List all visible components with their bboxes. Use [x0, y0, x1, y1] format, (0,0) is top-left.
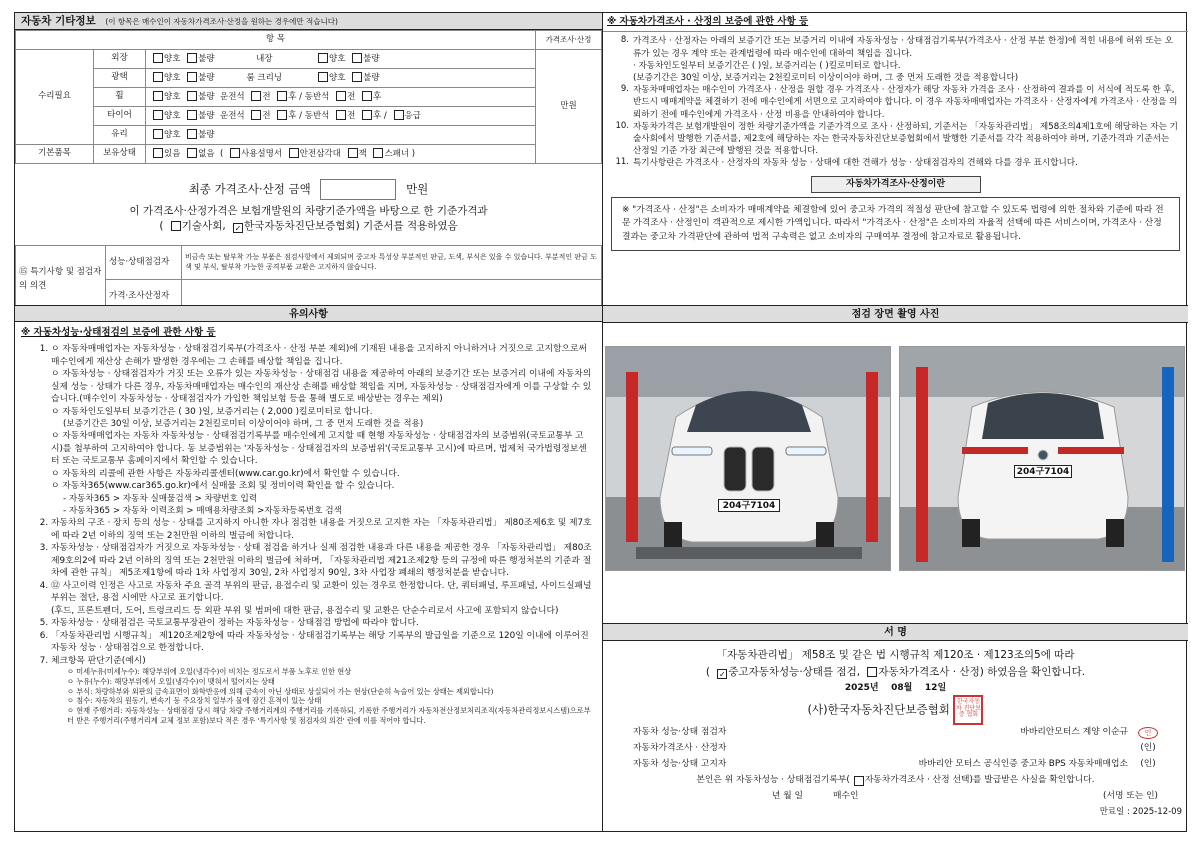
col-item-header: 항 목	[16, 31, 536, 50]
row-tire-label: 타이어	[94, 107, 146, 126]
note-item: 2. 자동차의 구조 · 장치 등의 성능 · 상태를 고지하지 아니한 자나 점검한 내용을 거짓으로 고지한 자는 「자동차관리법」 제80조제6호 및 제7호에 따라 2년 이하의 징역 또는 2천만원 이하의 벌금에 처합니다.	[51, 517, 594, 542]
pg-item: · 자동차인도일부터 보증기간은 ( )일, 보증거리는 ( )킬로미터로 합니다.	[633, 60, 901, 71]
inspection-record-page	[14, 12, 1187, 832]
left-column	[15, 13, 603, 831]
association-seal: 한국자동차 진단보증 협회	[953, 695, 983, 725]
final-price-input[interactable]	[320, 179, 396, 200]
checkbox[interactable]	[362, 91, 372, 101]
definition-block	[603, 176, 1188, 251]
row-tire: 양호 불량 운전석 전 후 / 동반석 전 후 / 응급	[146, 107, 536, 126]
pg-item: 9. 자동차매매업자는 매수인이 가격조사 · 산정을 원할 경우 가격조사 · 산정자가 해당 자동차 가격을 조사 · 산정하여 결과를 이 서식에 적도록 한 후, 반드시 매매계약을 체결하기 전에 매수인에게 서면으로 고지하여야 합니다. 이 경우 자동차매매업자는 가격조사 · 산정자에게 가격조사 · 산정을 의뢰하기 전에 매수인에게 가격조사 · 산정 비용을 안내하여야 합니다.	[620, 84, 1178, 120]
other-info-title: 자동차 기타정보	[21, 15, 96, 27]
checkbox[interactable]	[289, 148, 299, 158]
other-info-header	[15, 13, 602, 30]
special-inspector-label: 성능·상태점검자	[106, 246, 182, 280]
col-price-header: 가격조사·산정	[536, 31, 602, 50]
note-item: 6. 「자동차관리법 시행규칙」 제120조제2항에 따라 자동차성능 · 상태점검기록부는 해당 기록부의 발급일을 기준으로 120일 이내에 이루어진 자동차 성능 · 상태점검으로 한정합니다.	[51, 630, 594, 655]
notes-body	[15, 323, 602, 725]
pg-item: 10. 자동차가격은 보험개발원이 정한 차량기준가액을 기준가격으로 조사 · 산정하되, 기준서는 「자동차관리법」 제58조의4제1호에 해당하는 자는 기술사회에서 발행한 기준서를, 제2호에 해당하는 자는 한국자동차진단보증협회에서 발행한 기준서를 각각 적용하여야 하며, 기준가격과 기준서는 산정일 기준 가장 최근에 발행된 것을 적용합니다.	[615, 120, 1178, 157]
checkbox[interactable]	[153, 110, 163, 120]
notes-title: ※ 자동차성능·상태점검의 보증에 관한 사항 등	[21, 327, 216, 338]
notes-list	[15, 343, 602, 725]
checkbox[interactable]	[318, 72, 328, 82]
checkbox[interactable]	[277, 91, 287, 101]
signature-section	[603, 623, 1188, 833]
rear-car-illustration	[900, 347, 1185, 571]
row-gloss-label: 광택	[94, 69, 146, 88]
checkbox[interactable]	[867, 667, 877, 677]
checkbox[interactable]	[230, 148, 240, 158]
note-item: 1. ㅇ 자동차매매업자는 자동차성능 · 상태점검기록부(가격조사 · 산정 부분 제외)에 기재된 내용을 고지하지 아니하거나 거짓으로 고지함으로써 매수인에게 재산상 손해가 발생한 경우에는 그 손해를 배상할 책임을 집니다. ㅇ 자동차성능 · 상태점검자가 거짓 또는 오류가 있는 자동차성능 · 상태점검 내용을 제공하여 아래의 보증기간 또는 보증거리 이내에 자동차의 실제 성능 · 상태가 다른 경우, 자동차매매업자는 매수인의 재산상 손해를 배상할 책임을 지며, 자동차성능 · 상태점검자에게 이를 구상할 수 있습니다.(매수인이 자동차성능 · 상태점검자가 가입한 책임보험 등을 통해 별도로 배상받는 경우는 제외) ㅇ 자동차인도일부터 보증기간은 ( 30 )일, 보증거리는 ( 2,000 )킬로미터로 합니다. (보증기간은 30일 이상, 보증거리는 2천킬로미터 이상이어야 하며, 그 중 먼저 도래한 것을 적용) ㅇ 자동차매매업자는 자동차 자동차성능 · 상태점검기록부를 매수인에게 고지할 때 현행 자동차성능 · 상태점검자의 보증범위(국토교통부 고시)를 첨부하여 고지하여야 합니다. 동 보증범위는 '자동차성능 · 상태점검자의 보증범위'(국토교통부 고시)에 따르며, 법제처 국가법령정보센터 또는 국토교통부 홈페이지에서 확인할 수 있습니다. ㅇ 자동차의 리콜에 관한 사항은 자동차리콜센터(www.car.go.kr)에서 확인할 수 있습니다. ㅇ 자동차365(www.car365.go.kr)에서 실매물 조회 및 정비이력 확인을 할 수 있습니다. - 자동차365 > 자동차 실매물검색 > 차량번호 입력 - 자동차365 > 자동차 이력조회 > 매매용차량조회 >자동차등록번호 검색	[51, 343, 594, 517]
receipt-line: 본인은 위 자동차성능 · 상태점검기록부( 자동차가격조사 · 산정 선택)를 발급받은 사실을 확인합니다.	[696, 775, 1095, 786]
price-unit-cell: 만원	[536, 50, 602, 164]
checkbox[interactable]	[348, 148, 358, 158]
special-notes-label: ⑮ 특기사항 및 점검자의 의견	[16, 246, 106, 314]
front-car-photo	[605, 346, 891, 571]
pg-item: 8. 가격조사 · 산정자는 아래의 보증기간 또는 보증거리 이내에 자동차성능 · 상태점검기록부(가격조사 · 산정 부분 한정)에 적힌 내용에 허위 또는 오류가 있는 경우 계약 또는 관계법령에 따라 매수인에 대하여 책임을 집니다.	[620, 35, 1173, 59]
checkbox[interactable]	[153, 53, 163, 63]
checkbox[interactable]	[153, 129, 163, 139]
signer-row: 자동차가격조사 · 산정자 (인)	[633, 743, 1156, 754]
front-license-plate: 204구7104	[718, 499, 780, 512]
other-info-table	[15, 30, 602, 164]
row-gloss: 양호 불량 룸 크리닝 양호 불량	[146, 69, 536, 88]
signature-date: 2025년 08월 12일	[844, 682, 947, 693]
checkbox[interactable]	[854, 776, 864, 786]
signer-row: 자동차 성능·상태 고지자 바바리안 모터스 공식인증 중고차 BPS 자동차매매업소 (인)	[633, 759, 1156, 770]
checkbox[interactable]	[362, 110, 372, 120]
row-exterior: 양호 불량 내장 양호 불량	[146, 50, 536, 69]
buyer-sign-label: (서명 또는 인)	[1103, 791, 1158, 802]
checkbox[interactable]	[352, 53, 362, 63]
basic-status-label: 보유상태	[94, 145, 146, 164]
rear-license-plate: 204구7104	[1014, 465, 1072, 478]
row-wheel-label: 휠	[94, 88, 146, 107]
pg-item: 11. 특기사항란은 가격조사 · 산정자의 자동차 성능 · 상태에 대한 견해가 성능 · 상태점검자의 견해와 다를 경우 표시합니다.	[615, 157, 1078, 169]
note-item: 7. 체크항목 판단기준(예시) ㅇ 미세누유(미세누수): 해당부위에 오일(냉각수)이 비치는 정도로서 부품 노후로 인한 현상 ㅇ 누유(누수): 해당부위에서 오일(냉각수)이 맺혀서 떨어지는 상태 ㅇ 부식: 차량하부와 외판의 금속표면이 화학반응에 의해 금속이 아닌 상태로 상실되어 가는 현상(단순히 녹슬어 있는 상태는 제외합니다) ㅇ 침수: 자동차의 원동기, 변속기 등 주요장치 일부가 물에 잠긴 흔적이 있는 상태 ㅇ 현재 주행거리: 자동차성능 · 상태점검 당시 해당 차량 주행거리계의 주행거리를 기록하되, 기록한 주행거리가 자동차전산정보처리조직(자동차관리정보시스템)으로부터 받은 주행거리(주행거리계 교체 정보 포함)보다 적은 경우 '특기사항 및 점검자의 의견' 란에 이를 적어야 합니다.	[51, 655, 594, 726]
row-glass-label: 유리	[94, 126, 146, 145]
row-exterior-label: 외장	[94, 50, 146, 69]
final-price-label: 최종 가격조사·산정 금액	[188, 182, 311, 196]
special-inspector-text: 비금속 또는 탈부착 가능 부품은 점검사항에서 제외되며 중고차 특성상 부분적인 판금, 도색, 부식은 있을 수 있습니다. 부분적인 판금 도색 및 부식, 탈부착 가능한 공격부품 교환은 고지하지 않습니다.	[182, 246, 602, 280]
checkbox[interactable]	[153, 72, 163, 82]
price-guarantee-list	[603, 32, 1188, 169]
association-line	[603, 695, 1188, 725]
checkbox[interactable]	[373, 148, 383, 158]
photo-header: 점검 장면 촬영 사진	[603, 306, 1188, 323]
checkbox[interactable]	[277, 110, 287, 120]
basic-items-label: 기본품목	[16, 145, 94, 164]
checkbox[interactable]	[187, 53, 197, 63]
checkbox[interactable]	[336, 91, 346, 101]
basis-text: 이 가격조사·산정가격은 보험개발원의 차량기준가액을 바탕으로 한 기준가격과 ( 기술사회, ✓ 한국자동차진단보증협회) 기준서를 적용하였음	[129, 205, 488, 234]
checkbox[interactable]	[187, 129, 197, 139]
expiry-date: 만료일 : 2025-12-09	[1099, 806, 1182, 817]
row-wheel: 양호 불량 운전석 전 후 / 동반석 전 후	[146, 88, 536, 107]
buyer-line: 년 월 일 매수인 (서명 또는 인)	[771, 791, 1158, 802]
association-name: (사)한국자동차진단보증협회	[807, 702, 950, 717]
checkbox[interactable]	[251, 91, 261, 101]
final-price-line	[15, 173, 602, 200]
price-guarantee-section	[603, 13, 1188, 305]
checkbox[interactable]	[318, 53, 328, 63]
checkbox[interactable]	[187, 91, 197, 101]
notes-header: 유의사항	[15, 305, 602, 322]
signer-seal: 인	[1138, 727, 1158, 739]
checkbox[interactable]	[153, 148, 163, 158]
signer-list	[603, 725, 1188, 818]
definition-box	[611, 197, 1180, 251]
checkbox[interactable]	[187, 110, 197, 120]
checkbox[interactable]	[352, 72, 362, 82]
photo-section	[603, 305, 1188, 623]
checkbox[interactable]	[187, 148, 197, 158]
checkbox[interactable]	[171, 221, 181, 231]
note-item: 5. 자동차성능 · 상태점검은 국토교통부장관이 정하는 자동차성능 · 상태점검 방법에 따라야 합니다.	[51, 617, 594, 629]
signer-row: 자동차 성능·상태 점검자 바바리안모터스 계양 이순규 인	[603, 725, 1188, 741]
checkbox[interactable]	[187, 72, 197, 82]
checkbox[interactable]	[153, 91, 163, 101]
checkbox-checked[interactable]: ✓	[718, 669, 726, 679]
checkbox-checked[interactable]: ✓	[234, 224, 242, 234]
other-info-note: (이 항목은 매수인이 자동차가격조사·산정을 원하는 경우에만 적습니다)	[105, 17, 338, 26]
row-glass: 양호 불량	[146, 126, 536, 145]
signature-statement: 「자동차관리법」 제58조 및 같은 법 시행규칙 제120조 · 제123조의5에 따라 ( ✓ 중고자동차성능·상태를 점검, 자동차가격조사 · 산정) 하였음을 확인합니다. 2025년 08월 12일 (사)한국자동차진단보증협회 한국자동차 진단보증 협회	[603, 647, 1188, 725]
special-pricer-label: 가격·조사산정자	[106, 280, 182, 314]
final-price-block	[15, 173, 602, 245]
definition-text: ※ "가격조사 · 산정"은 소비자가 매매계약을 체결함에 있어 중고차 가격의 적절성 판단에 참고할 수 있도록 법령에 의한 절차와 기준에 따라 전문 가격조사 · 산정인이 객관적으로 제시한 가액입니다. 따라서 "가격조사 · 산정"은 소비자의 자율적 선택에 따른 서비스이며, 가격조사 · 산정 결과는 중고차 가격판단에 관하여 법적 구속력은 없고 소비자의 구매여부 결정에 참고자료로 활용됩니다.	[622, 205, 1164, 242]
repair-label: 수리필요	[16, 50, 94, 145]
note-item: 4. ⑫ 사고이력 인정은 사고로 자동차 주요 골격 부위의 판금, 용접수리 및 교환이 있는 경우로 한정합니다. 단, 쿼터패널, 루프패널, 사이드실패널 부위는 절단, 용접 시에만 사고로 표기합니다. (후드, 프론트펜더, 도어, 트렁크리드 등 외판 부위 및 범퍼에 대한 판금, 용접수리 및 교환은 단순수리로서 사고에 포함되지 않습니다)	[51, 580, 594, 617]
rear-car-photo	[899, 346, 1185, 571]
checkbox[interactable]	[394, 110, 404, 120]
checkbox[interactable]	[251, 110, 261, 120]
pg-item: (보증기간은 30일 이상, 보증거리는 2천킬로미터 이상이어야 하며, 그 중 먼저 도래한 것을 적용합니다)	[633, 72, 1019, 83]
special-notes-table	[15, 245, 602, 314]
price-guarantee-title: ※ 자동차가격조사 · 산정의 보증에 관한 사항 등	[603, 13, 1188, 32]
basic-items-row: 있음 없음 ( 사용설명서 안전삼각대 잭 스패너 )	[146, 145, 536, 164]
final-price-unit: 만원	[406, 182, 429, 196]
note-item: 3. 자동차성능 · 상태점검자가 거짓으로 자동차성능 · 상태 점검을 하거나 실제 점검한 내용과 다른 내용을 제공한 경우 「자동차관리법」 제80조제9호의2에 따라 2년 이하의 징역 또는 2천만원 이하의 벌금에 처하며, 「자동차관리법 제21조제2항 등의 규정에 따른 행정처분의 기준과 절차에 관한 규칙」 제5조제1항에 따라 1차 사업정지 30일, 2차 사업정지 90일, 3차 사업장 폐쇄의 행정처분을 받습니다.	[51, 542, 594, 579]
right-column	[603, 13, 1188, 831]
definition-title: 자동차가격조사·산정이란	[811, 176, 981, 194]
checkbox[interactable]	[336, 110, 346, 120]
front-car-illustration	[606, 347, 891, 571]
signature-header: 서 명	[603, 624, 1188, 641]
